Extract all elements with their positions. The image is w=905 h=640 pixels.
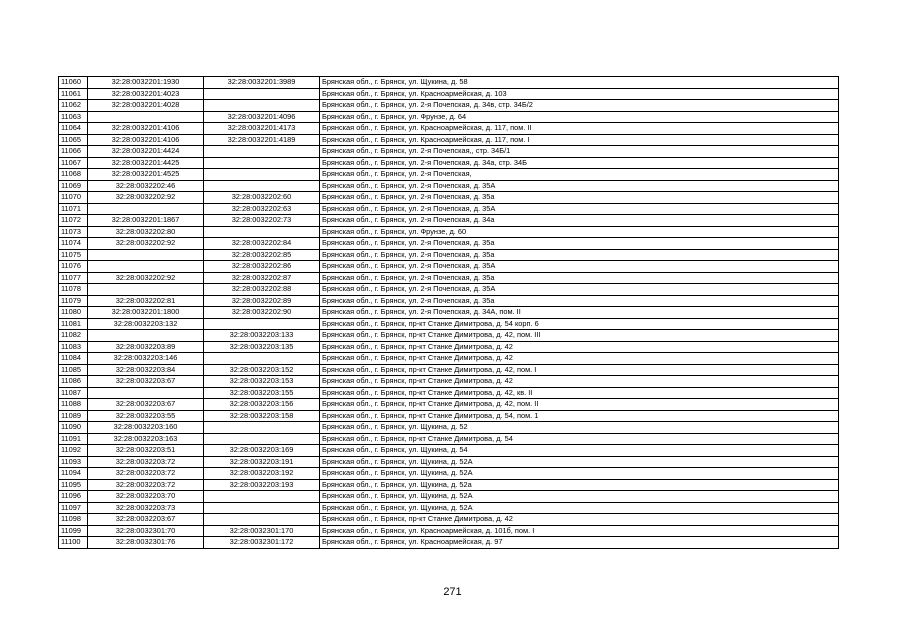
object-cadastral-number-cell bbox=[204, 318, 320, 330]
row-number-cell: 11070 bbox=[59, 192, 88, 204]
object-cadastral-number-cell bbox=[204, 146, 320, 158]
object-cadastral-number-cell bbox=[204, 433, 320, 445]
address-cell: Брянская обл., г. Брянск, пр-кт Станке Димитрова, д. 42, пом. II bbox=[320, 399, 839, 411]
row-number-cell: 11068 bbox=[59, 169, 88, 181]
object-cadastral-number-cell: 32:28:0032301:170 bbox=[204, 525, 320, 537]
row-number-cell: 11081 bbox=[59, 318, 88, 330]
cadastral-number-cell: 32:28:0032203:72 bbox=[88, 479, 204, 491]
object-cadastral-number-cell: 32:28:0032203:158 bbox=[204, 410, 320, 422]
row-number-cell: 11067 bbox=[59, 157, 88, 169]
address-cell: Брянская обл., г. Брянск, ул. 2-я Почепская, д. 34в, стр. 34Б/2 bbox=[320, 100, 839, 112]
row-number-cell: 11098 bbox=[59, 514, 88, 526]
address-cell: Брянская обл., г. Брянск, ул. Красноармейская, д. 117, пом. I bbox=[320, 134, 839, 146]
object-cadastral-number-cell: 32:28:0032202:88 bbox=[204, 284, 320, 296]
row-number-cell: 11061 bbox=[59, 88, 88, 100]
table-row bbox=[59, 77, 839, 89]
cadastral-number-cell: 32:28:0032202:92 bbox=[88, 238, 204, 250]
address-cell: Брянская обл., г. Брянск, пр-кт Станке Димитрова, д. 54, пом. 1 bbox=[320, 410, 839, 422]
table-row bbox=[59, 376, 839, 388]
object-cadastral-number-cell: 32:28:0032203:152 bbox=[204, 364, 320, 376]
address-cell: Брянская обл., г. Брянск, пр-кт Станке Димитрова, д. 42, пом. I bbox=[320, 364, 839, 376]
address-cell: Брянская обл., г. Брянск, ул. Красноармейская, д. 103 bbox=[320, 88, 839, 100]
table-row bbox=[59, 422, 839, 434]
cadastral-number-cell: 32:28:0032203:73 bbox=[88, 502, 204, 514]
table-row bbox=[59, 353, 839, 365]
table-row bbox=[59, 330, 839, 342]
row-number-cell: 11077 bbox=[59, 272, 88, 284]
object-cadastral-number-cell: 32:28:0032203:155 bbox=[204, 387, 320, 399]
address-cell: Брянская обл., г. Брянск, ул. 2-я Почепская, bbox=[320, 169, 839, 181]
table-row bbox=[59, 514, 839, 526]
row-number-cell: 11084 bbox=[59, 353, 88, 365]
row-number-cell: 11069 bbox=[59, 180, 88, 192]
object-cadastral-number-cell: 32:28:0032203:156 bbox=[204, 399, 320, 411]
row-number-cell: 11075 bbox=[59, 249, 88, 261]
table-row bbox=[59, 491, 839, 503]
cadastral-number-cell bbox=[88, 111, 204, 123]
row-number-cell: 11094 bbox=[59, 468, 88, 480]
object-cadastral-number-cell bbox=[204, 353, 320, 365]
object-cadastral-number-cell: 32:28:0032202:90 bbox=[204, 307, 320, 319]
row-number-cell: 11060 bbox=[59, 77, 88, 89]
table-row bbox=[59, 157, 839, 169]
row-number-cell: 11093 bbox=[59, 456, 88, 468]
address-cell: Брянская обл., г. Брянск, ул. 2-я Почепская, д. 35А bbox=[320, 180, 839, 192]
cadastral-number-cell: 32:28:0032201:1867 bbox=[88, 215, 204, 227]
table-row bbox=[59, 433, 839, 445]
row-number-cell: 11076 bbox=[59, 261, 88, 273]
row-number-cell: 11079 bbox=[59, 295, 88, 307]
row-number-cell: 11099 bbox=[59, 525, 88, 537]
row-number-cell: 11072 bbox=[59, 215, 88, 227]
address-cell: Брянская обл., г. Брянск, ул. Красноармейская, д. 101б, пом. I bbox=[320, 525, 839, 537]
row-number-cell: 11090 bbox=[59, 422, 88, 434]
cadastral-number-cell: 32:28:0032203:72 bbox=[88, 468, 204, 480]
address-cell: Брянская обл., г. Брянск, ул. Фрунзе, д. 60 bbox=[320, 226, 839, 238]
row-number-cell: 11088 bbox=[59, 399, 88, 411]
table-row bbox=[59, 502, 839, 514]
object-cadastral-number-cell bbox=[204, 88, 320, 100]
table-row bbox=[59, 215, 839, 227]
object-cadastral-number-cell: 32:28:0032202:60 bbox=[204, 192, 320, 204]
cadastral-number-cell bbox=[88, 284, 204, 296]
address-cell: Брянская обл., г. Брянск, ул. 2-я Почепская, д. 34а bbox=[320, 215, 839, 227]
cadastral-number-cell: 32:28:0032201:4525 bbox=[88, 169, 204, 181]
registry-table bbox=[58, 76, 839, 549]
table-row bbox=[59, 479, 839, 491]
object-cadastral-number-cell: 32:28:0032202:63 bbox=[204, 203, 320, 215]
cadastral-number-cell: 32:28:0032202:46 bbox=[88, 180, 204, 192]
object-cadastral-number-cell: 32:28:0032203:153 bbox=[204, 376, 320, 388]
object-cadastral-number-cell bbox=[204, 100, 320, 112]
object-cadastral-number-cell: 32:28:0032203:192 bbox=[204, 468, 320, 480]
table-row bbox=[59, 100, 839, 112]
table-row bbox=[59, 249, 839, 261]
address-cell: Брянская обл., г. Брянск, ул. Щукина, д. 52 bbox=[320, 422, 839, 434]
cadastral-number-cell: 32:28:0032203:67 bbox=[88, 514, 204, 526]
address-cell: Брянская обл., г. Брянск, ул. Щукина, д. 52А bbox=[320, 468, 839, 480]
object-cadastral-number-cell: 32:28:0032202:85 bbox=[204, 249, 320, 261]
table-row bbox=[59, 410, 839, 422]
row-number-cell: 11065 bbox=[59, 134, 88, 146]
object-cadastral-number-cell: 32:28:0032202:86 bbox=[204, 261, 320, 273]
address-cell: Брянская обл., г. Брянск, пр-кт Станке Димитрова, д. 42, кв. II bbox=[320, 387, 839, 399]
cadastral-number-cell: 32:28:0032201:1930 bbox=[88, 77, 204, 89]
address-cell: Брянская обл., г. Брянск, ул. 2-я Почепская, д. 34А, пом. II bbox=[320, 307, 839, 319]
row-number-cell: 11063 bbox=[59, 111, 88, 123]
row-number-cell: 11097 bbox=[59, 502, 88, 514]
table-row bbox=[59, 318, 839, 330]
cadastral-number-cell bbox=[88, 261, 204, 273]
row-number-cell: 11071 bbox=[59, 203, 88, 215]
cadastral-number-cell: 32:28:0032203:146 bbox=[88, 353, 204, 365]
row-number-cell: 11096 bbox=[59, 491, 88, 503]
address-cell: Брянская обл., г. Брянск, ул. 2-я Почепская, д. 35а bbox=[320, 249, 839, 261]
address-cell: Брянская обл., г. Брянск, пр-кт Станке Димитрова, д. 42, пом. III bbox=[320, 330, 839, 342]
object-cadastral-number-cell bbox=[204, 226, 320, 238]
table-row bbox=[59, 399, 839, 411]
cadastral-number-cell: 32:28:0032203:70 bbox=[88, 491, 204, 503]
object-cadastral-number-cell: 32:28:0032203:191 bbox=[204, 456, 320, 468]
address-cell: Брянская обл., г. Брянск, ул. Красноармейская, д. 97 bbox=[320, 537, 839, 549]
table-row bbox=[59, 192, 839, 204]
cadastral-number-cell: 32:28:0032201:4424 bbox=[88, 146, 204, 158]
table-row bbox=[59, 146, 839, 158]
object-cadastral-number-cell bbox=[204, 169, 320, 181]
row-number-cell: 11073 bbox=[59, 226, 88, 238]
row-number-cell: 11091 bbox=[59, 433, 88, 445]
object-cadastral-number-cell: 32:28:0032203:193 bbox=[204, 479, 320, 491]
row-number-cell: 11086 bbox=[59, 376, 88, 388]
cadastral-number-cell: 32:28:0032202:92 bbox=[88, 272, 204, 284]
object-cadastral-number-cell: 32:28:0032203:135 bbox=[204, 341, 320, 353]
address-cell: Брянская обл., г. Брянск, ул. Щукина, д. 58 bbox=[320, 77, 839, 89]
table-row bbox=[59, 537, 839, 549]
cadastral-number-cell bbox=[88, 330, 204, 342]
object-cadastral-number-cell: 32:28:0032201:4173 bbox=[204, 123, 320, 135]
row-number-cell: 11062 bbox=[59, 100, 88, 112]
table-row bbox=[59, 341, 839, 353]
cadastral-number-cell: 32:28:0032301:76 bbox=[88, 537, 204, 549]
address-cell: Брянская обл., г. Брянск, ул. 2-я Почепская, д. 34а, стр. 34Б bbox=[320, 157, 839, 169]
row-number-cell: 11064 bbox=[59, 123, 88, 135]
address-cell: Брянская обл., г. Брянск, ул. 2-я Почепская, д. 35а bbox=[320, 238, 839, 250]
object-cadastral-number-cell bbox=[204, 491, 320, 503]
cadastral-number-cell: 32:28:0032203:55 bbox=[88, 410, 204, 422]
address-cell: Брянская обл., г. Брянск, ул. 2-я Почепская, д. 35а bbox=[320, 272, 839, 284]
object-cadastral-number-cell bbox=[204, 157, 320, 169]
cadastral-number-cell: 32:28:0032301:70 bbox=[88, 525, 204, 537]
cadastral-number-cell: 32:28:0032203:132 bbox=[88, 318, 204, 330]
address-cell: Брянская обл., г. Брянск, ул. Красноармейская, д. 117, пом. II bbox=[320, 123, 839, 135]
table-row bbox=[59, 525, 839, 537]
cadastral-number-cell: 32:28:0032203:163 bbox=[88, 433, 204, 445]
table-row bbox=[59, 134, 839, 146]
row-number-cell: 11074 bbox=[59, 238, 88, 250]
table-row bbox=[59, 261, 839, 273]
object-cadastral-number-cell: 32:28:0032201:3989 bbox=[204, 77, 320, 89]
table-row bbox=[59, 238, 839, 250]
cadastral-number-cell: 32:28:0032201:1800 bbox=[88, 307, 204, 319]
address-cell: Брянская обл., г. Брянск, пр-кт Станке Димитрова, д. 54 bbox=[320, 433, 839, 445]
address-cell: Брянская обл., г. Брянск, ул. Щукина, д. 52А bbox=[320, 502, 839, 514]
cadastral-number-cell: 32:28:0032202:92 bbox=[88, 192, 204, 204]
cadastral-number-cell: 32:28:0032201:4425 bbox=[88, 157, 204, 169]
address-cell: Брянская обл., г. Брянск, ул. 2-я Почепская, д. 35А bbox=[320, 261, 839, 273]
cadastral-number-cell bbox=[88, 203, 204, 215]
address-cell: Брянская обл., г. Брянск, ул. 2-я Почепская, д. 35А bbox=[320, 284, 839, 296]
address-cell: Брянская обл., г. Брянск, пр-кт Станке Димитрова, д. 54 корп. 6 bbox=[320, 318, 839, 330]
address-cell: Брянская обл., г. Брянск, ул. 2-я Почепская,, стр. 34Б/1 bbox=[320, 146, 839, 158]
row-number-cell: 11083 bbox=[59, 341, 88, 353]
row-number-cell: 11092 bbox=[59, 445, 88, 457]
table-row bbox=[59, 307, 839, 319]
address-cell: Брянская обл., г. Брянск, ул. Щукина, д. 54 bbox=[320, 445, 839, 457]
object-cadastral-number-cell: 32:28:0032301:172 bbox=[204, 537, 320, 549]
object-cadastral-number-cell: 32:28:0032203:169 bbox=[204, 445, 320, 457]
page-number: 271 bbox=[443, 586, 462, 598]
table-row bbox=[59, 180, 839, 192]
row-number-cell: 11095 bbox=[59, 479, 88, 491]
cadastral-number-cell: 32:28:0032201:4023 bbox=[88, 88, 204, 100]
address-cell: Брянская обл., г. Брянск, пр-кт Станке Димитрова, д. 42 bbox=[320, 341, 839, 353]
address-cell: Брянская обл., г. Брянск, пр-кт Станке Димитрова, д. 42 bbox=[320, 376, 839, 388]
table-row bbox=[59, 203, 839, 215]
cadastral-number-cell: 32:28:0032203:67 bbox=[88, 376, 204, 388]
row-number-cell: 11066 bbox=[59, 146, 88, 158]
row-number-cell: 11085 bbox=[59, 364, 88, 376]
table-row bbox=[59, 272, 839, 284]
table-row bbox=[59, 387, 839, 399]
row-number-cell: 11087 bbox=[59, 387, 88, 399]
cadastral-number-cell: 32:28:0032201:4106 bbox=[88, 123, 204, 135]
row-number-cell: 11082 bbox=[59, 330, 88, 342]
row-number-cell: 11080 bbox=[59, 307, 88, 319]
table-row bbox=[59, 226, 839, 238]
row-number-cell: 11100 bbox=[59, 537, 88, 549]
address-cell: Брянская обл., г. Брянск, ул. Щукина, д. 52А bbox=[320, 456, 839, 468]
object-cadastral-number-cell: 32:28:0032202:73 bbox=[204, 215, 320, 227]
cadastral-number-cell: 32:28:0032203:160 bbox=[88, 422, 204, 434]
table-row bbox=[59, 445, 839, 457]
table-row bbox=[59, 88, 839, 100]
object-cadastral-number-cell bbox=[204, 422, 320, 434]
table-row bbox=[59, 364, 839, 376]
registry-table-body bbox=[59, 77, 839, 549]
cadastral-number-cell: 32:28:0032202:80 bbox=[88, 226, 204, 238]
cadastral-number-cell: 32:28:0032203:84 bbox=[88, 364, 204, 376]
row-number-cell: 11078 bbox=[59, 284, 88, 296]
table-row bbox=[59, 456, 839, 468]
object-cadastral-number-cell bbox=[204, 180, 320, 192]
table-row bbox=[59, 468, 839, 480]
table-row bbox=[59, 169, 839, 181]
address-cell: Брянская обл., г. Брянск, ул. 2-я Почепская, д. 35А bbox=[320, 203, 839, 215]
object-cadastral-number-cell bbox=[204, 502, 320, 514]
cadastral-number-cell bbox=[88, 249, 204, 261]
cadastral-number-cell: 32:28:0032203:67 bbox=[88, 399, 204, 411]
object-cadastral-number-cell: 32:28:0032202:87 bbox=[204, 272, 320, 284]
object-cadastral-number-cell: 32:28:0032201:4189 bbox=[204, 134, 320, 146]
cadastral-number-cell: 32:28:0032203:72 bbox=[88, 456, 204, 468]
cadastral-number-cell bbox=[88, 387, 204, 399]
address-cell: Брянская обл., г. Брянск, ул. Щукина, д. 52а bbox=[320, 479, 839, 491]
address-cell: Брянская обл., г. Брянск, пр-кт Станке Димитрова, д. 42 bbox=[320, 514, 839, 526]
table-row bbox=[59, 284, 839, 296]
row-number-cell: 11089 bbox=[59, 410, 88, 422]
object-cadastral-number-cell: 32:28:0032203:133 bbox=[204, 330, 320, 342]
cadastral-number-cell: 32:28:0032202:81 bbox=[88, 295, 204, 307]
table-row bbox=[59, 111, 839, 123]
address-cell: Брянская обл., г. Брянск, ул. Щукина, д. 52А bbox=[320, 491, 839, 503]
address-cell: Брянская обл., г. Брянск, ул. 2-я Почепская, д. 35а bbox=[320, 192, 839, 204]
object-cadastral-number-cell bbox=[204, 514, 320, 526]
cadastral-number-cell: 32:28:0032203:89 bbox=[88, 341, 204, 353]
table-row bbox=[59, 123, 839, 135]
cadastral-number-cell: 32:28:0032201:4106 bbox=[88, 134, 204, 146]
object-cadastral-number-cell: 32:28:0032202:89 bbox=[204, 295, 320, 307]
object-cadastral-number-cell: 32:28:0032202:84 bbox=[204, 238, 320, 250]
address-cell: Брянская обл., г. Брянск, ул. 2-я Почепская, д. 35а bbox=[320, 295, 839, 307]
address-cell: Брянская обл., г. Брянск, ул. Фрунзе, д. 64 bbox=[320, 111, 839, 123]
cadastral-number-cell: 32:28:0032203:51 bbox=[88, 445, 204, 457]
object-cadastral-number-cell: 32:28:0032201:4096 bbox=[204, 111, 320, 123]
table-row bbox=[59, 295, 839, 307]
address-cell: Брянская обл., г. Брянск, пр-кт Станке Димитрова, д. 42 bbox=[320, 353, 839, 365]
cadastral-number-cell: 32:28:0032201:4028 bbox=[88, 100, 204, 112]
